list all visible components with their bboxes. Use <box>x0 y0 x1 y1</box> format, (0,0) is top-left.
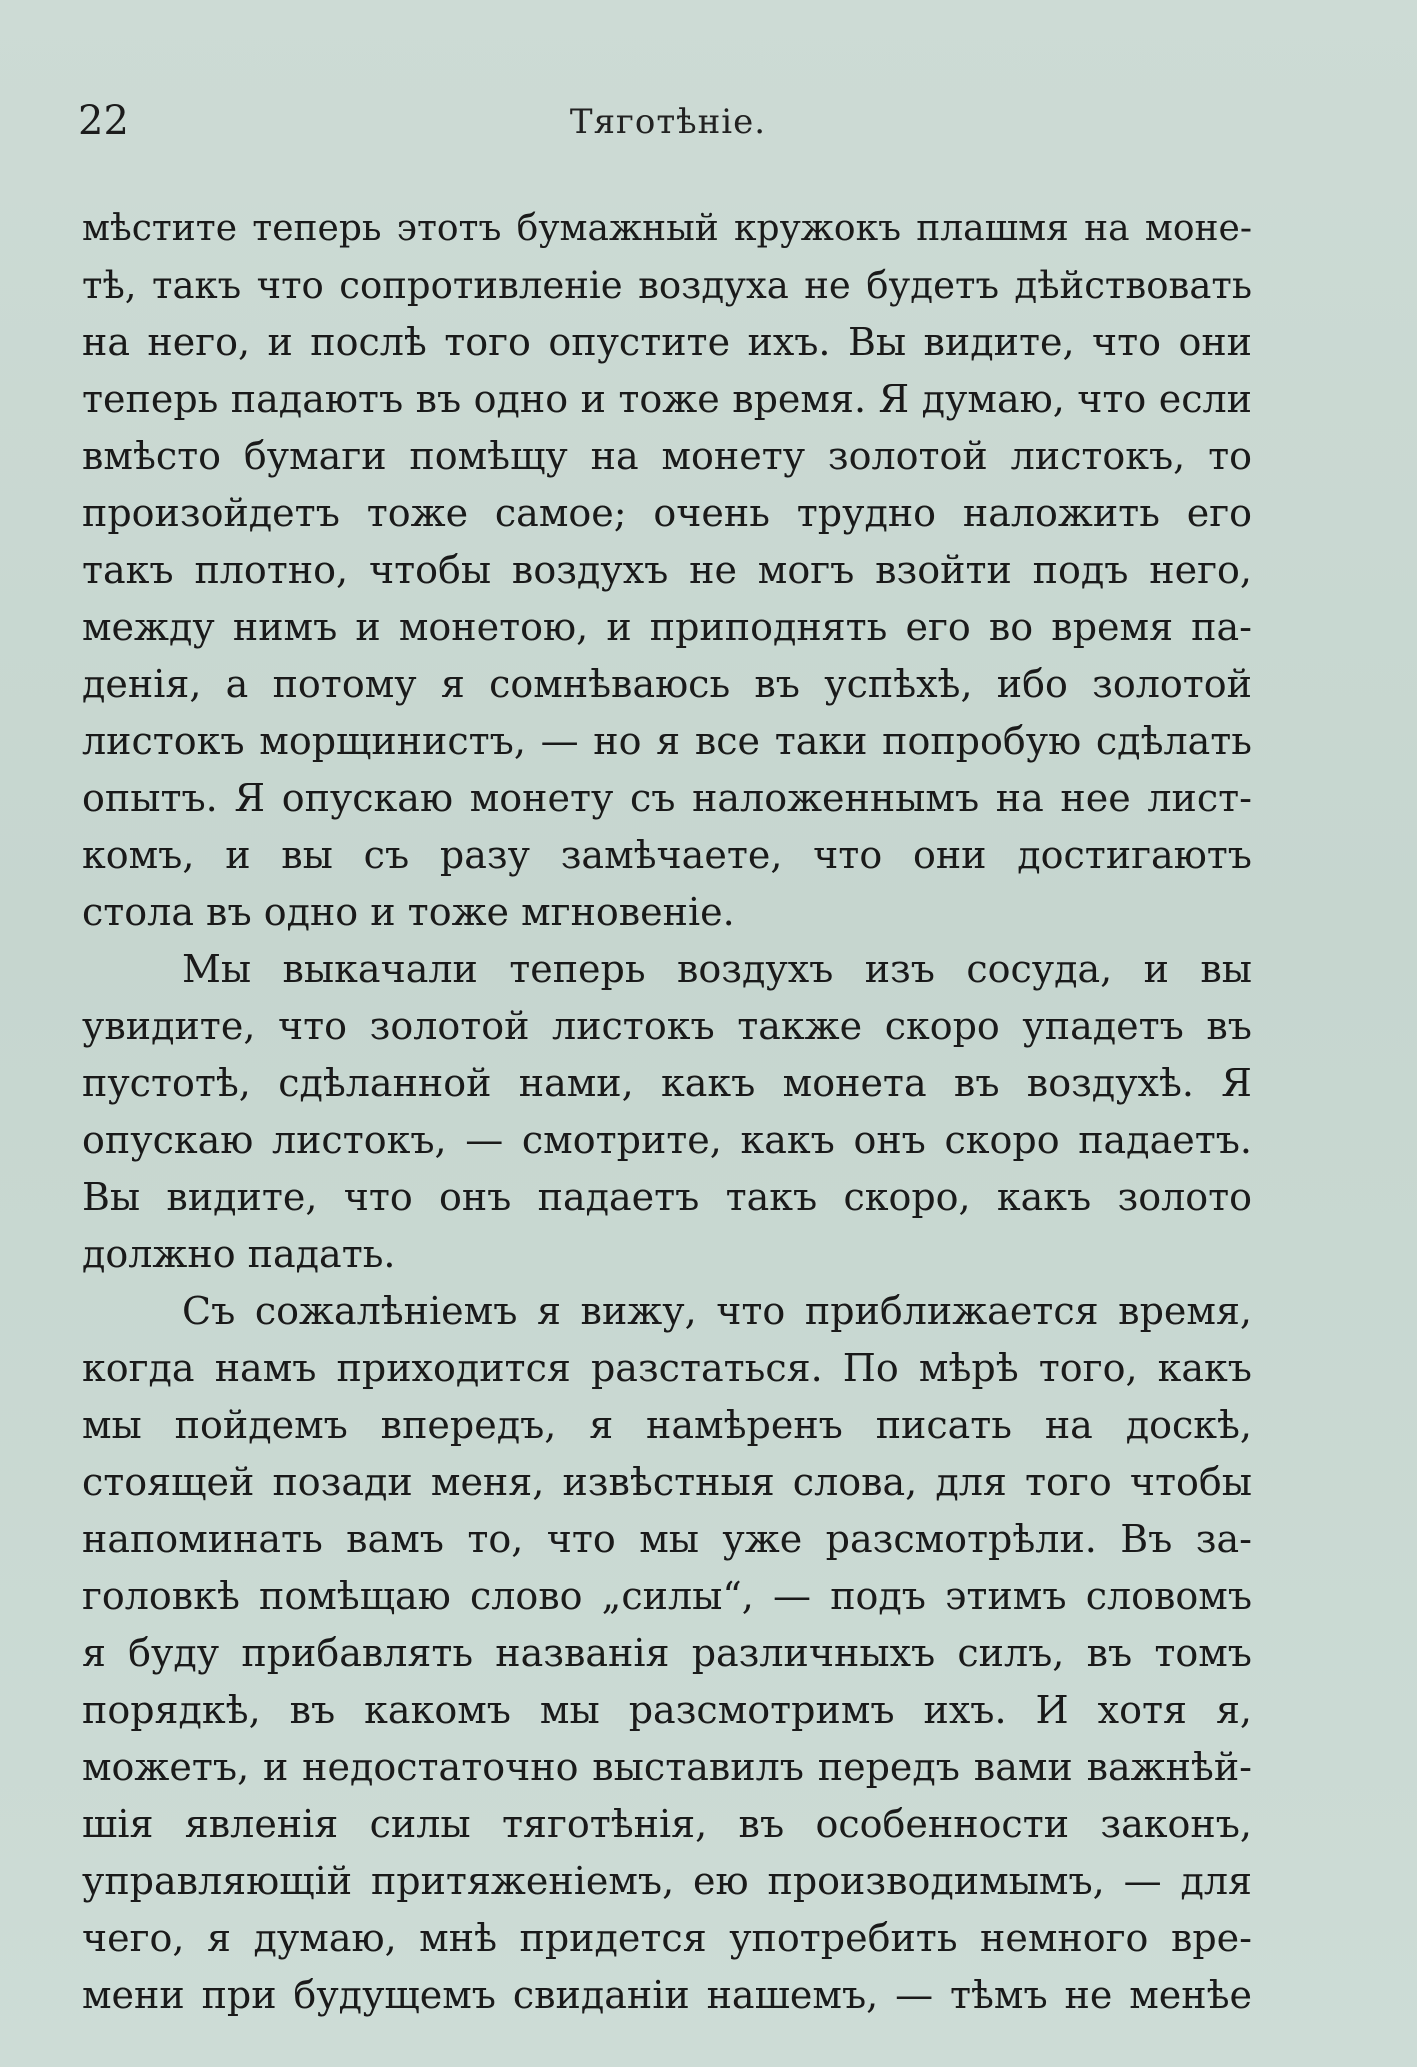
body-text <box>82 200 1252 2024</box>
text-line: теперь падаютъ въ одно и тоже время. Я думаю, что если <box>82 377 1252 421</box>
text-line: комъ, и вы съ разу замѣчаете, что они достигаютъ <box>82 833 1252 877</box>
text-line: увидите, что золотой листокъ также скоро упадетъ въ <box>82 1004 1252 1048</box>
text-line: вмѣсто бумаги помѣщу на монету золотой листокъ, то <box>82 434 1252 478</box>
text-line: произойдетъ тоже самое; очень трудно наложить его <box>82 491 1252 535</box>
text-line: я буду прибавлять названія различныхъ силъ, въ томъ <box>82 1631 1252 1675</box>
text-line: стола въ одно и тоже мгновеніе. <box>82 890 735 934</box>
page-header <box>78 98 1258 158</box>
text-line: денія, а потому я сомнѣваюсь въ успѣхѣ, ибо золотой <box>82 662 1252 706</box>
text-line: Мы выкачали теперь воздухъ изъ сосуда, и вы <box>182 947 1252 991</box>
text-line: Вы видите, что онъ падаетъ такъ скоро, какъ золото <box>82 1175 1252 1219</box>
text-line: Съ сожалѣніемъ я вижу, что приближается время, <box>182 1289 1252 1333</box>
text-line: управляющій притяженіемъ, ею производимымъ, — для <box>82 1859 1252 1903</box>
text-line: опускаю листокъ, — смотрите, какъ онъ скоро падаетъ. <box>82 1118 1252 1162</box>
text-line: порядкѣ, въ какомъ мы разсмотримъ ихъ. И хотя я, <box>82 1688 1252 1732</box>
text-line: мени при будущемъ свиданіи нашемъ, — тѣмъ не менѣе <box>82 1973 1252 2017</box>
text-line: стоящей позади меня, извѣстныя слова, для того чтобы <box>82 1460 1252 1504</box>
text-line: должно падать. <box>82 1232 396 1276</box>
text-line: шія явленія силы тяготѣнія, въ особенности законъ, <box>82 1802 1252 1846</box>
text-line: мѣстите теперь этотъ бумажный кружокъ плашмя на моне- <box>82 208 1252 249</box>
text-line: головкѣ помѣщаю слово „силы“, — подъ этимъ словомъ <box>82 1574 1252 1618</box>
text-line: между нимъ и монетою, и приподнять его во время па- <box>82 605 1252 649</box>
text-line: напоминать вамъ то, что мы уже разсмотрѣли. Въ за- <box>82 1517 1252 1561</box>
text-line: пустотѣ, сдѣланной нами, какъ монета въ воздухѣ. Я <box>82 1061 1252 1105</box>
text-line: можетъ, и недостаточно выставилъ передъ вами важнѣй- <box>82 1745 1252 1789</box>
text-line: такъ плотно, чтобы воздухъ не могъ взойти подъ него, <box>82 548 1252 592</box>
text-line: листокъ морщинистъ, — но я все таки попробую сдѣлать <box>82 719 1252 763</box>
text-line: тѣ, такъ что сопротивленіе воздуха не будетъ дѣйствовать <box>82 264 1252 307</box>
page-number: 22 <box>78 98 129 144</box>
running-title: Тяготѣніе. <box>569 102 767 142</box>
text-line: мы пойдемъ впередъ, я намѣренъ писать на доскѣ, <box>82 1403 1252 1447</box>
text-line: чего, я думаю, мнѣ придется употребить немного вре- <box>82 1916 1252 1960</box>
text-line: когда намъ приходится разстаться. По мѣрѣ того, какъ <box>82 1346 1252 1390</box>
text-line: на него, и послѣ того опустите ихъ. Вы видите, что они <box>82 320 1252 364</box>
text-line: опытъ. Я опускаю монету съ наложеннымъ на нее лист- <box>82 776 1252 820</box>
